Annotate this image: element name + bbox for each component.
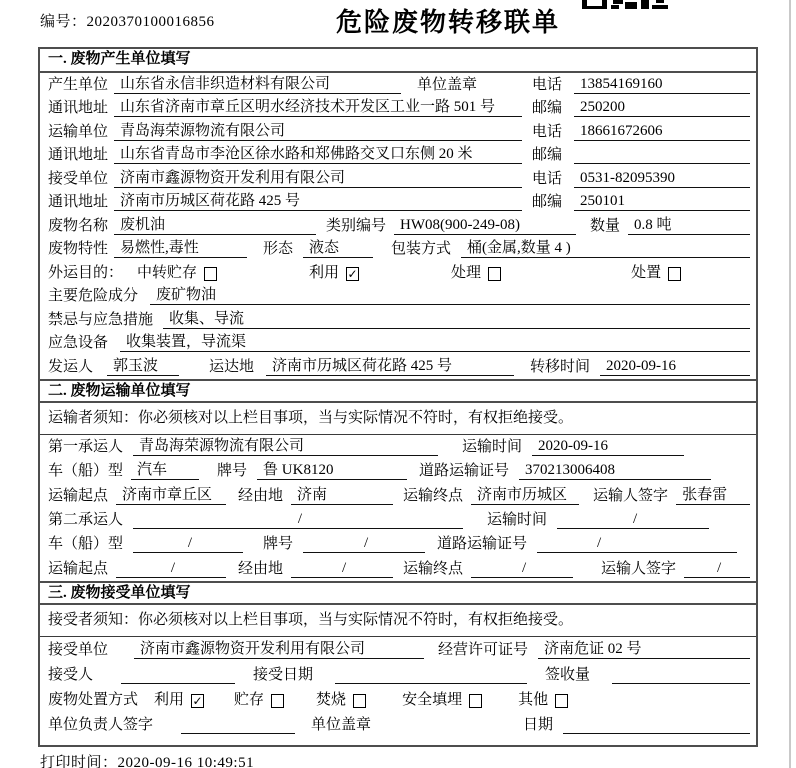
second-route-start-field: / [116, 560, 226, 578]
route-via-label: 经由地 [238, 487, 284, 504]
transporter-address-row [40, 144, 756, 168]
seal-date-field [563, 717, 750, 734]
second-plate-number-field: / [303, 535, 425, 553]
transporter-unit-row [40, 120, 756, 144]
responsible-signature-label: 单位负责人签字 [48, 716, 154, 733]
license-number-label: 经营许可证号 [438, 641, 529, 658]
hazard-component-row [40, 285, 756, 309]
disposal-option-landfill: 安全填埋 [402, 688, 482, 709]
receiver-unit-row [40, 167, 756, 191]
purpose-option-treat: 处理 [451, 261, 501, 282]
transporter-unit-label: 运输单位 [48, 123, 109, 140]
accepting-unit-row [40, 637, 756, 662]
acceptance-row [40, 662, 756, 687]
first-vehicle-row [40, 459, 756, 483]
purpose-option-dispose: 处置 [631, 261, 681, 282]
second-route-end-field: / [471, 560, 573, 578]
carrier-signature-label: 运输人签字 [593, 487, 669, 504]
destination-label: 运达地 [209, 358, 255, 375]
shipping-row [40, 355, 756, 379]
acceptor-field [121, 667, 235, 684]
purpose-option-transfer-storage: 中转贮存 [137, 261, 217, 282]
first-route-start-field: 济南市章丘区 [116, 483, 226, 505]
quantity-field: 0.8 吨 [628, 213, 750, 235]
zip-label: 邮编 [532, 100, 563, 116]
unit-seal-label: 单位盖章 [417, 76, 478, 93]
route-end-label: 运输终点 [403, 487, 464, 504]
first-road-permit-field: 370213006408 [519, 462, 711, 480]
category-code-field: HW08(900-249-08) [394, 217, 576, 235]
generator-zip-field: 250200 [574, 99, 750, 117]
disposal-option-utilize: 利用 ✓ [154, 691, 203, 708]
second-vehicle-row [40, 532, 756, 556]
first-carrier-signature-field: 张春雷 [676, 483, 750, 505]
shipper-label: 发运人 [48, 358, 94, 375]
emergency-measures-row [40, 308, 756, 332]
plate-number-label: 牌号 [217, 463, 248, 480]
received-amount-label: 签收量 [545, 666, 591, 683]
receiver-phone-field: 0531-82095390 [574, 170, 750, 188]
route-start-label: 运输起点 [48, 560, 109, 577]
disposal-method-label: 废物处置方式 [48, 691, 139, 708]
waste-property-row [40, 238, 756, 262]
receiver-unit-label: 接受单位 [48, 170, 109, 187]
first-vehicle-type-field: 汽车 [131, 458, 199, 480]
emergency-equipment-label: 应急设备 [48, 335, 109, 351]
responsible-signature-field [181, 717, 295, 734]
first-plate-number-field: 鲁 UK8120 [257, 458, 407, 480]
transporter-zip-field [574, 147, 750, 164]
waste-name-label: 废物名称 [48, 217, 109, 234]
transport-time-label: 运输时间 [487, 512, 548, 529]
hazard-component-field: 废矿物油 [150, 283, 750, 305]
second-vehicle-type-field: / [133, 535, 243, 553]
license-number-field: 济南危证 02 号 [538, 637, 750, 659]
second-road-permit-field: / [537, 535, 737, 553]
first-route-row [40, 483, 756, 507]
second-carrier-signature-field: / [684, 560, 750, 578]
outbound-purpose-row [40, 261, 756, 285]
waste-property-label: 废物特性 [48, 241, 109, 257]
zip-label: 邮编 [532, 147, 563, 163]
emergency-measures-label: 禁忌与应急措施 [48, 311, 154, 328]
address-label: 通讯地址 [48, 100, 109, 116]
first-carrier-row [40, 435, 756, 459]
carrier-signature-label: 运输人签字 [601, 560, 677, 577]
transfer-manifest-form [38, 47, 758, 747]
emergency-equipment-row [40, 332, 756, 356]
seal-date-label: 日期 [523, 716, 554, 733]
section2-body [40, 435, 756, 581]
generator-address-field: 山东省济南市章丘区明水经济技术开发区工业一路 501 号 [114, 95, 522, 117]
transfer-storage-checkbox [204, 267, 217, 281]
second-carrier-label: 第二承运人 [48, 512, 124, 529]
disposal-landfill-checkbox [469, 694, 482, 708]
second-route-via-field: / [291, 560, 393, 578]
route-start-label: 运输起点 [48, 487, 109, 504]
print-time-value: 2020-09-16 10:49:51 [117, 755, 255, 768]
section2-header: 二. 废物运输单位填写 [40, 379, 756, 403]
acceptor-label: 接受人 [48, 666, 94, 683]
vehicle-type-label: 车（船）型 [48, 463, 124, 480]
route-via-label: 经由地 [238, 560, 284, 577]
first-transport-time-field: 2020-09-16 [532, 438, 684, 456]
generator-phone-field: 13854169160 [574, 76, 750, 94]
receiver-address-row [40, 191, 756, 215]
accepting-unit-label: 接受单位 [48, 641, 109, 658]
print-time-label: 打印时间： [40, 755, 118, 768]
disposal-store-checkbox [271, 694, 284, 708]
second-transport-time-field: / [557, 511, 709, 529]
document-number-value: 2020370100016856 [86, 14, 215, 30]
first-carrier-field: 青岛海荣源物流有限公司 [133, 434, 438, 456]
disposal-incinerate-checkbox [353, 694, 366, 708]
second-carrier-row [40, 508, 756, 532]
shipper-field: 郭玉波 [107, 354, 179, 376]
received-amount-field [612, 667, 750, 684]
first-carrier-label: 第一承运人 [48, 438, 124, 455]
packaging-field: 桶(金属,数量 4 ) [461, 236, 750, 258]
generator-unit-field: 山东省永信非织造材料有限公司 [114, 72, 401, 94]
disposal-utilize-checkbox: ✓ [192, 693, 203, 708]
acceptance-date-label: 接受日期 [253, 666, 314, 683]
road-permit-label: 道路运输证号 [419, 463, 510, 480]
section3-body [40, 637, 756, 737]
print-time [40, 751, 254, 768]
transporter-phone-field: 18661672606 [574, 123, 750, 141]
accepting-unit-field: 济南市鑫源物资开发利用有限公司 [134, 637, 424, 659]
transport-time-label: 运输时间 [462, 438, 523, 455]
receiver-address-field: 济南市历城区荷花路 425 号 [114, 189, 522, 211]
acceptance-date-field [335, 667, 527, 684]
outbound-purpose-label: 外运目的： [48, 264, 124, 281]
road-permit-label: 道路运输证号 [437, 536, 528, 553]
vehicle-type-label: 车（船）型 [48, 536, 124, 553]
emergency-measures-field: 收集、导流 [163, 307, 750, 329]
qr-code-icon [582, 0, 668, 9]
transporter-address-field: 山东省青岛市李沧区徐水路和郑佛路交叉口东侧 20 米 [114, 142, 522, 164]
zip-label: 邮编 [532, 194, 563, 210]
form-state-field: 液态 [303, 236, 373, 258]
second-carrier-field: / [133, 511, 463, 529]
quantity-label: 数量 [590, 217, 621, 234]
form-state-label: 形态 [263, 241, 294, 257]
treat-checkbox [488, 267, 501, 281]
waste-name-row [40, 214, 756, 238]
phone-label: 电话 [532, 76, 563, 93]
section3-notice: 接受者须知：你必须核对以上栏目事项，当与实际情况不符时，有权拒绝接受。 [40, 605, 756, 637]
transfer-time-field: 2020-09-16 [600, 358, 750, 376]
phone-label: 电话 [532, 170, 563, 187]
first-route-end-field: 济南市历城区 [471, 483, 579, 505]
disposal-option-incinerate: 焚烧 [316, 688, 366, 709]
generator-address-row [40, 97, 756, 121]
page-title: 危险废物转移联单 [335, 8, 560, 37]
disposal-option-other: 其他 [518, 688, 568, 709]
route-end-label: 运输终点 [403, 560, 464, 577]
section2-notice: 运输者须知：你必须核对以上栏目事项，当与实际情况不符时，有权拒绝接受。 [40, 403, 756, 435]
destination-field: 济南市历城区荷花路 425 号 [266, 354, 514, 376]
section1-header: 一. 废物产生单位填写 [40, 49, 756, 73]
utilize-checkbox: ✓ [347, 266, 358, 281]
disposal-other-checkbox [555, 694, 568, 708]
emergency-equipment-field: 收集装置，导流渠 [120, 330, 750, 352]
disposal-method-row [40, 687, 756, 712]
unit-seal-label: 单位盖章 [311, 716, 372, 733]
second-route-row [40, 556, 756, 580]
page-edge-divider [789, 0, 791, 768]
document-number-label: 编号： [40, 14, 87, 30]
waste-property-field: 易燃性,毒性 [114, 236, 247, 258]
section1-body [40, 73, 756, 379]
first-route-via-field: 济南 [291, 483, 393, 505]
address-label: 通讯地址 [48, 194, 109, 210]
transfer-time-label: 转移时间 [530, 358, 591, 375]
section3-header: 三. 废物接受单位填写 [40, 581, 756, 605]
receiver-zip-field: 250101 [574, 193, 750, 211]
generator-unit-row [40, 73, 756, 97]
transporter-unit-field: 青岛海荣源物流有限公司 [114, 119, 522, 141]
waste-name-field: 废机油 [114, 213, 316, 235]
generator-unit-label: 产生单位 [48, 76, 109, 93]
receiver-unit-field: 济南市鑫源物资开发利用有限公司 [114, 166, 522, 188]
disposal-option-store: 贮存 [234, 688, 284, 709]
phone-label: 电话 [532, 123, 563, 140]
hazard-component-label: 主要危险成分 [48, 288, 139, 304]
purpose-option-utilize: 利用 ✓ [309, 264, 358, 281]
category-code-label: 类别编号 [326, 217, 387, 234]
signoff-row [40, 712, 756, 737]
packaging-label: 包装方式 [391, 241, 452, 257]
plate-number-label: 牌号 [263, 536, 294, 553]
address-label: 通讯地址 [48, 147, 109, 163]
dispose-checkbox [668, 267, 681, 281]
